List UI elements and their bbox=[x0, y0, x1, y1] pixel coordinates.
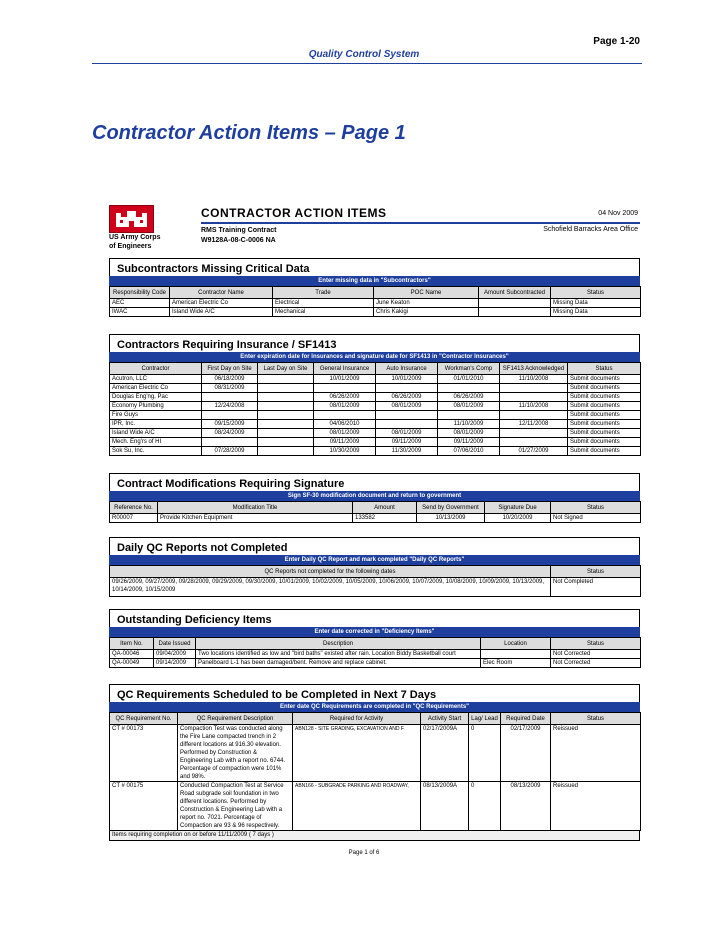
cell: June Keaton bbox=[374, 299, 479, 308]
cell: 12/24/2008 bbox=[202, 402, 258, 411]
col-header: Trade bbox=[273, 287, 374, 299]
cell: 11/10/2009 bbox=[438, 420, 500, 429]
cell bbox=[479, 299, 551, 308]
cell bbox=[500, 438, 568, 447]
table-row bbox=[110, 782, 641, 831]
section-title: QC Requirements Scheduled to be Completed in Next 7 Days bbox=[109, 684, 640, 702]
cell: 10/01/2009 bbox=[314, 375, 376, 384]
cell bbox=[258, 402, 314, 411]
cell: AEC bbox=[110, 299, 170, 308]
table-row bbox=[110, 375, 641, 384]
col-header: Contractor bbox=[110, 363, 202, 375]
cell: Not Corrected bbox=[551, 659, 641, 668]
col-header: Amount bbox=[353, 502, 417, 514]
cell: Mechanical bbox=[273, 308, 374, 317]
title-rule bbox=[201, 222, 640, 224]
table-row bbox=[110, 402, 641, 411]
table-row bbox=[110, 578, 641, 597]
cell: 12/11/2008 bbox=[500, 420, 568, 429]
section-instruction: Enter expiration date for Insurances and signature date for SF1413 in "Contractor Insurances" bbox=[109, 352, 640, 362]
cell: American Electric Co bbox=[170, 299, 273, 308]
cell bbox=[376, 384, 438, 393]
cell bbox=[500, 411, 568, 420]
cell: 11/30/2009 bbox=[376, 447, 438, 456]
cell: Reissued bbox=[551, 725, 641, 782]
cell: Submit documents bbox=[568, 447, 641, 456]
col-header: Location bbox=[481, 638, 551, 650]
cell: 0 bbox=[469, 782, 501, 831]
col-header: General Insurance bbox=[314, 363, 376, 375]
insurance-table bbox=[109, 362, 641, 456]
table-row bbox=[110, 384, 641, 393]
cell: 08/01/2009 bbox=[438, 429, 500, 438]
cell bbox=[258, 375, 314, 384]
cell: 10/13/2009 bbox=[417, 514, 485, 523]
cell: 11/10/2008 bbox=[500, 402, 568, 411]
contract-info: RMS Training Contract W9128A-08-C-0006 NA bbox=[201, 227, 277, 244]
cell bbox=[314, 384, 376, 393]
table-row bbox=[110, 650, 641, 659]
cell: IPR, Inc. bbox=[110, 420, 202, 429]
office-name: Schofield Barracks Area Office bbox=[543, 226, 638, 233]
cell: R00007 bbox=[110, 514, 158, 523]
cell bbox=[258, 384, 314, 393]
section-instruction: Enter date corrected in "Deficiency Items" bbox=[109, 627, 640, 637]
cell: Submit documents bbox=[568, 420, 641, 429]
cell: 09/04/2009 bbox=[154, 650, 196, 659]
system-title: Quality Control System bbox=[308, 49, 420, 60]
cell: ABN128 - SITE GRADING, EXCAVATION AND F bbox=[293, 725, 421, 782]
cell: 10/20/2009 bbox=[485, 514, 551, 523]
cell bbox=[481, 650, 551, 659]
cell: 01/01/2010 bbox=[438, 375, 500, 384]
table-row bbox=[110, 659, 641, 668]
col-header: Reference No. bbox=[110, 502, 158, 514]
subcontractors-section bbox=[109, 258, 640, 317]
table-row bbox=[110, 308, 641, 317]
cell: 07/28/2009 bbox=[202, 447, 258, 456]
cell: Mech. Eng'rs of HI bbox=[110, 438, 202, 447]
col-header: Status bbox=[551, 638, 641, 650]
daily-qc-section bbox=[109, 537, 640, 597]
col-header: POC Name bbox=[374, 287, 479, 299]
cell: 08/13/2009A bbox=[421, 782, 469, 831]
report-date: 04 Nov 2009 bbox=[598, 210, 638, 217]
cell: 06/26/2009 bbox=[376, 393, 438, 402]
cell: Chris Kakigi bbox=[374, 308, 479, 317]
col-header: Item No. bbox=[110, 638, 154, 650]
col-header: QC Reports not completed for the following dates bbox=[110, 566, 551, 578]
cell: Economy Plumbing bbox=[110, 402, 202, 411]
cell: Submit documents bbox=[568, 393, 641, 402]
cell bbox=[500, 429, 568, 438]
col-header: Workman's Comp bbox=[438, 363, 500, 375]
cell: Conducted Compaction Test at Service Road subgrade soil foundation in two different locations. Performed by Construction & Engineering Lab with a report no. 7021. Percentage of Compaction are 93 & 96 respectively. bbox=[178, 782, 293, 831]
col-header: Status bbox=[568, 363, 641, 375]
page-number: Page 1-20 bbox=[593, 36, 640, 47]
cell: 11/10/2008 bbox=[500, 375, 568, 384]
insurance-section bbox=[109, 334, 640, 456]
cell: QA-00049 bbox=[110, 659, 154, 668]
cell: 09/14/2009 bbox=[154, 659, 196, 668]
cell: Not Corrected bbox=[551, 650, 641, 659]
cell: Sok Su, Inc. bbox=[110, 447, 202, 456]
cell bbox=[500, 384, 568, 393]
cell: 08/01/2009 bbox=[438, 402, 500, 411]
cell: QA-00046 bbox=[110, 650, 154, 659]
section-title: Contract Modifications Requiring Signature bbox=[109, 473, 640, 491]
cell: 08/01/2009 bbox=[314, 402, 376, 411]
cell: Electrical bbox=[273, 299, 374, 308]
qc-requirements-section bbox=[109, 684, 640, 841]
cell bbox=[258, 438, 314, 447]
page-title: Contractor Action Items – Page 1 bbox=[92, 122, 406, 144]
qc-footer-note: Items requiring completion on or before 11/11/2009 ( 7 days ) bbox=[109, 831, 640, 841]
col-header: SF1413 Acknowledged bbox=[500, 363, 568, 375]
cell: Elec Room bbox=[481, 659, 551, 668]
table-row bbox=[110, 299, 641, 308]
col-header: Last Day on Site bbox=[258, 363, 314, 375]
cell bbox=[202, 411, 258, 420]
cell: 0 bbox=[469, 725, 501, 782]
org-name: US Army Corps of Engineers bbox=[109, 234, 161, 250]
cell: 09/11/2009 bbox=[314, 438, 376, 447]
cell: 08/31/2009 bbox=[202, 384, 258, 393]
cell: CT # 00173 bbox=[110, 725, 178, 782]
subcontractors-table bbox=[109, 286, 641, 317]
cell bbox=[258, 447, 314, 456]
col-header: Send by Government bbox=[417, 502, 485, 514]
qc-requirements-table bbox=[109, 712, 641, 831]
cell: Submit documents bbox=[568, 402, 641, 411]
section-title: Contractors Requiring Insurance / SF1413 bbox=[109, 334, 640, 352]
table-row bbox=[110, 514, 641, 523]
cell: 133582 bbox=[353, 514, 417, 523]
cell: 06/26/2009 bbox=[314, 393, 376, 402]
cell: 09/15/2009 bbox=[202, 420, 258, 429]
table-row bbox=[110, 429, 641, 438]
col-header: First Day on Site bbox=[202, 363, 258, 375]
deficiency-section bbox=[109, 609, 640, 668]
cell: American Electric Co bbox=[110, 384, 202, 393]
cell bbox=[202, 393, 258, 402]
cell: 06/26/2009 bbox=[438, 393, 500, 402]
cell: Douglas Eng'ng, Pac bbox=[110, 393, 202, 402]
table-row bbox=[110, 393, 641, 402]
col-header: Required for Activity bbox=[293, 713, 421, 725]
section-title: Daily QC Reports not Completed bbox=[109, 537, 640, 555]
table-row bbox=[110, 420, 641, 429]
table-row bbox=[110, 447, 641, 456]
cell bbox=[202, 438, 258, 447]
cell bbox=[314, 411, 376, 420]
cell bbox=[376, 420, 438, 429]
cell: Acutron, LLC bbox=[110, 375, 202, 384]
cell: 08/01/2009 bbox=[376, 429, 438, 438]
cell: 09/11/2009 bbox=[438, 438, 500, 447]
cell bbox=[479, 308, 551, 317]
col-header: Modification Title bbox=[158, 502, 353, 514]
cell: Submit documents bbox=[568, 384, 641, 393]
cell: 02/17/2009 bbox=[501, 725, 551, 782]
col-header: Status bbox=[551, 713, 641, 725]
section-instruction: Enter Daily QC Report and mark completed "Daily QC Reports" bbox=[109, 555, 640, 565]
cell: Submit documents bbox=[568, 438, 641, 447]
table-row bbox=[110, 438, 641, 447]
col-header: Description bbox=[196, 638, 481, 650]
cell: 08/01/2009 bbox=[376, 402, 438, 411]
col-header: Date Issued bbox=[154, 638, 196, 650]
page-of-footer: Page 1 of 6 bbox=[348, 850, 380, 856]
cell: 10/30/2009 bbox=[314, 447, 376, 456]
col-header: QC Requirement No. bbox=[110, 713, 178, 725]
cell: Submit documents bbox=[568, 411, 641, 420]
cell: Fire Guys bbox=[110, 411, 202, 420]
table-row bbox=[110, 411, 641, 420]
cell bbox=[258, 393, 314, 402]
col-header: Responsibility Code bbox=[110, 287, 170, 299]
cell: Island Wide A/C bbox=[110, 429, 202, 438]
cell: 01/27/2009 bbox=[500, 447, 568, 456]
col-header: Contractor Name bbox=[170, 287, 273, 299]
cell: 07/06/2010 bbox=[438, 447, 500, 456]
col-header: Status bbox=[551, 566, 641, 578]
cell bbox=[438, 384, 500, 393]
modifications-section bbox=[109, 473, 640, 523]
header-divider bbox=[92, 63, 642, 64]
table-row bbox=[110, 725, 641, 782]
section-instruction: Enter missing data in "Subcontractors" bbox=[109, 276, 640, 286]
cell: Island Wide A/C bbox=[170, 308, 273, 317]
cell: 09/26/2009, 09/27/2009, 09/28/2009, 09/29/2009, 09/30/2009, 10/01/2009, 10/02/2009, 10/05/2009, 10/06/2009, 10/07/2009, 10/08/2009, 10/09/2009, 10/13/2009, 10/14/2009, 10/15/2009 bbox=[110, 578, 551, 597]
col-header: Auto Insurance bbox=[376, 363, 438, 375]
section-title: Subcontractors Missing Critical Data bbox=[109, 258, 640, 276]
cell bbox=[258, 420, 314, 429]
section-instruction: Enter date QC Requirements are completed in "QC Requirements" bbox=[109, 702, 640, 712]
cell: 02/17/2009A bbox=[421, 725, 469, 782]
col-header: Amount Subcontracted bbox=[479, 287, 551, 299]
cell: CT # 00175 bbox=[110, 782, 178, 831]
cell: 06/18/2009 bbox=[202, 375, 258, 384]
modifications-table bbox=[109, 501, 641, 523]
cell: Panelboard L-1 has been damaged/bent. Remove and replace cabinet. bbox=[196, 659, 481, 668]
cell bbox=[258, 429, 314, 438]
cell: 08/01/2009 bbox=[314, 429, 376, 438]
report-header bbox=[109, 205, 640, 251]
cell: Not Signed bbox=[551, 514, 641, 523]
col-header: Lag/ Lead bbox=[469, 713, 501, 725]
cell: Missing Data bbox=[551, 299, 641, 308]
cell: ABN166 - SUBGRADE PARKING AND ROADWAY, bbox=[293, 782, 421, 831]
col-header: Required Date bbox=[501, 713, 551, 725]
cell: IWAC bbox=[110, 308, 170, 317]
cell: Missing Data bbox=[551, 308, 641, 317]
cell: 08/13/2009 bbox=[501, 782, 551, 831]
section-instruction: Sign SF-30 modification document and return to government bbox=[109, 491, 640, 501]
col-header: QC Requirement Description bbox=[178, 713, 293, 725]
col-header: Status bbox=[551, 287, 641, 299]
cell: Reissued bbox=[551, 782, 641, 831]
cell: 08/24/2009 bbox=[202, 429, 258, 438]
cell bbox=[438, 411, 500, 420]
daily-qc-table bbox=[109, 565, 641, 597]
col-header: Signature Due bbox=[485, 502, 551, 514]
deficiency-table bbox=[109, 637, 641, 668]
cell: 04/06/2010 bbox=[314, 420, 376, 429]
cell: Submit documents bbox=[568, 429, 641, 438]
cell bbox=[376, 411, 438, 420]
cell bbox=[500, 393, 568, 402]
cell: Compaction Test was conducted along the Fire Lane compacted trench in 2 different locations at 916.30 elevation. Performed by Construction & Engineering Lab with a report no. 6744. Percentage of compaction were 101% and 98%. bbox=[178, 725, 293, 782]
cell: 09/11/2009 bbox=[376, 438, 438, 447]
cell: Not Completed bbox=[551, 578, 641, 597]
castle-icon bbox=[109, 205, 154, 233]
col-header: Status bbox=[551, 502, 641, 514]
report-title: CONTRACTOR ACTION ITEMS bbox=[201, 206, 387, 220]
cell bbox=[258, 411, 314, 420]
cell: Two locations identified as low and "bird baths" existed after rain. Location Biddy Basketball court bbox=[196, 650, 481, 659]
section-title: Outstanding Deficiency Items bbox=[109, 609, 640, 627]
cell: Submit documents bbox=[568, 375, 641, 384]
cell: Provide Kitchen Equipment bbox=[158, 514, 353, 523]
col-header: Activity Start bbox=[421, 713, 469, 725]
cell: 10/01/2009 bbox=[376, 375, 438, 384]
